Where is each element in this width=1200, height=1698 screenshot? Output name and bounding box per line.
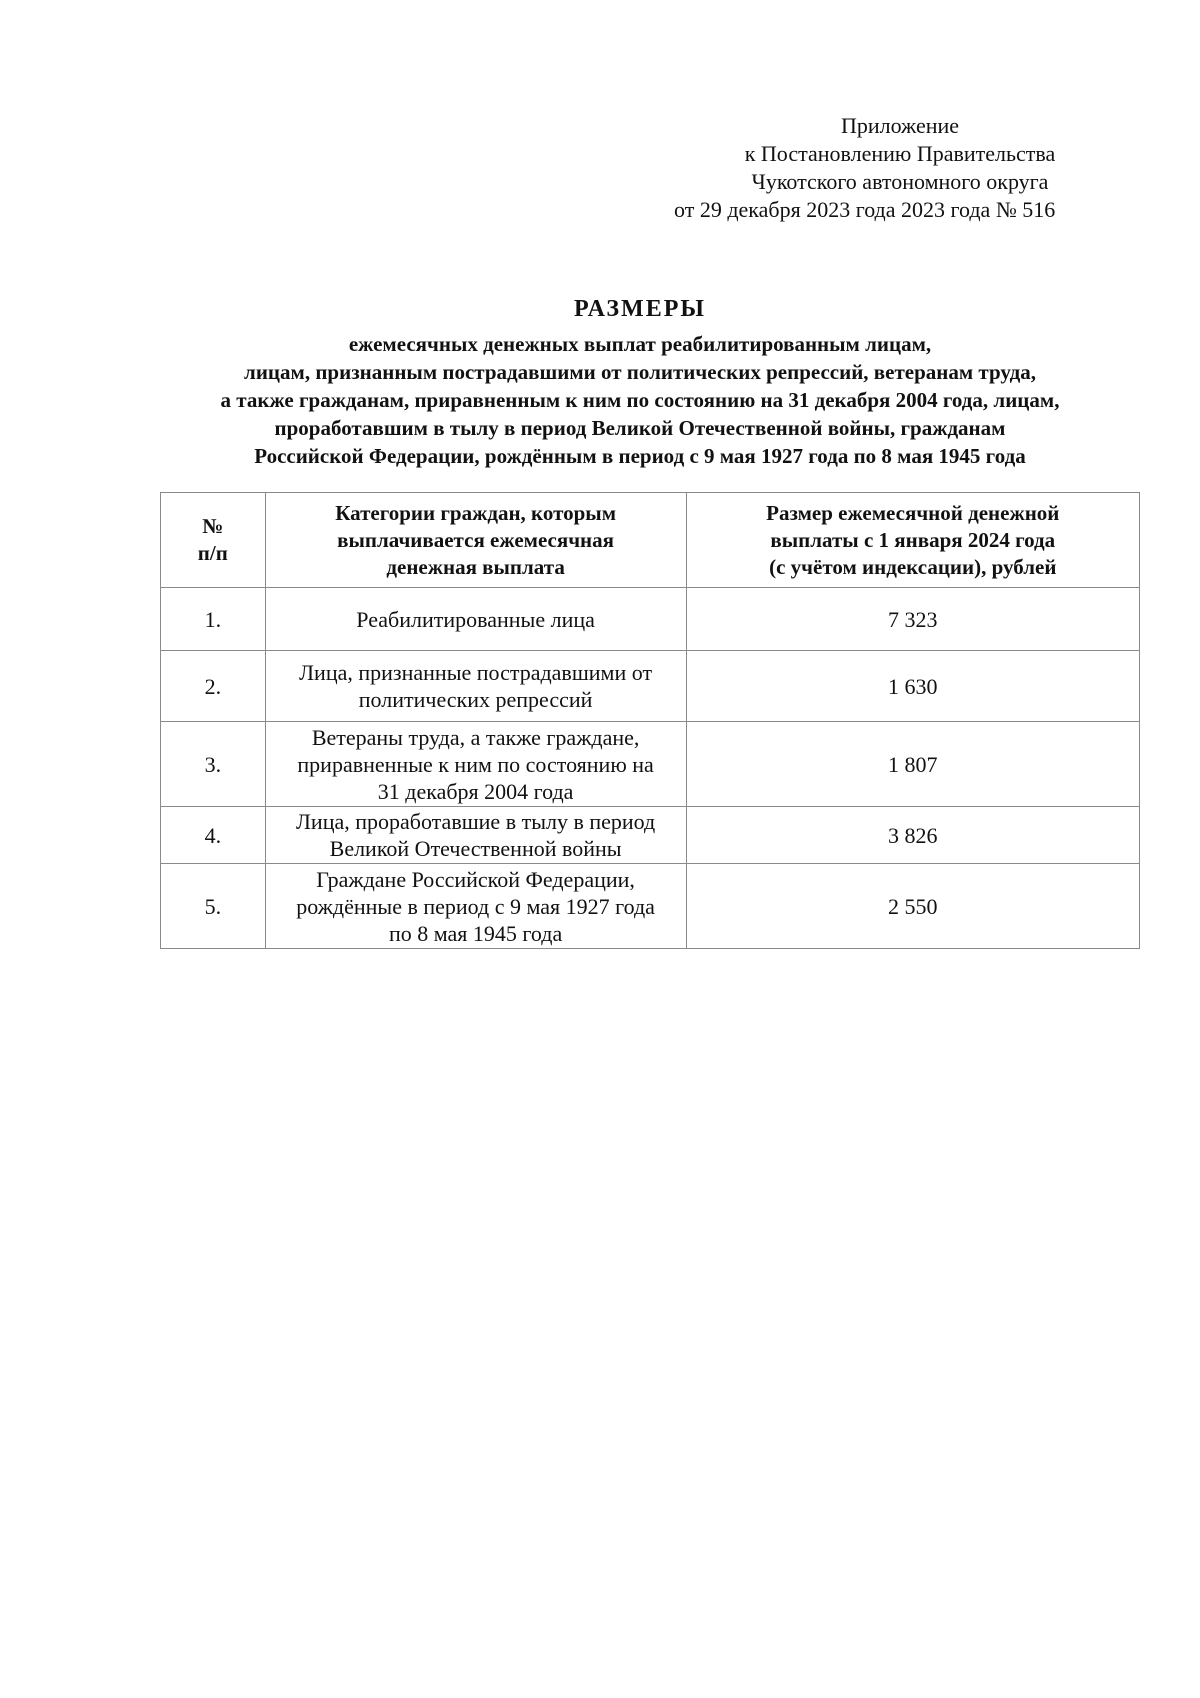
header-amount <box>686 493 1139 588</box>
row-category-line: по 8 мая 1945 года <box>388 920 563 946</box>
header-number-line: п/п <box>197 541 228 565</box>
row-amount: 2 550 <box>686 864 1139 949</box>
row-category <box>265 722 686 807</box>
subtitle-line: а также гражданам, приравненным к ним по состоянию на 31 декабря 2004 года, лицам, <box>220 388 1060 412</box>
subtitle-line: лицам, признанным пострадавшими от политических репрессий, ветеранам труда, <box>244 360 1036 384</box>
header-amount-line: (с учётом индексации), рублей <box>769 554 1057 579</box>
row-number: 1. <box>161 588 266 651</box>
row-amount: 1 630 <box>686 651 1139 722</box>
header-category-line: денежная выплата <box>386 554 565 579</box>
subtitle-line: ежемесячных денежных выплат реабилитированным лицам, <box>348 332 932 356</box>
row-number: 4. <box>161 807 266 864</box>
row-category-line: 31 декабря 2004 года <box>377 778 574 804</box>
table-row <box>161 588 1140 651</box>
header-category-line: Категории граждан, которым <box>335 500 617 525</box>
appendix-header <box>674 112 1120 224</box>
table-row <box>161 722 1140 807</box>
row-category-line: политических репрессий <box>358 687 593 712</box>
row-number: 3. <box>161 722 266 807</box>
row-category-line: Ветераны труда, а также граждане, <box>311 724 640 750</box>
row-category <box>265 864 686 949</box>
row-amount: 1 807 <box>686 722 1139 807</box>
subtitle-line: проработавшим в тылу в период Великой Отечественной войны, гражданам <box>274 416 1006 440</box>
header-amount-line: Размер ежемесячной денежной <box>766 500 1060 525</box>
subtitle-line: Российской Федерации, рождённым в период с 9 мая 1927 года по 8 мая 1945 года <box>254 444 1026 468</box>
row-category-line: Великой Отечественной войны <box>329 836 622 861</box>
row-category <box>265 807 686 864</box>
header-category <box>265 493 686 588</box>
appendix-resolution: к Постановлению Правительства <box>744 141 1056 166</box>
table-row <box>161 864 1140 949</box>
table-header-row <box>161 493 1140 588</box>
row-number: 5. <box>161 864 266 949</box>
row-category <box>265 588 686 651</box>
row-category-line: приравненные к ним по состоянию на <box>297 751 654 777</box>
table-row <box>161 651 1140 722</box>
row-amount: 3 826 <box>686 807 1139 864</box>
header-number <box>161 493 266 588</box>
row-category-line: Реабилитированные лица <box>356 606 595 632</box>
document-subtitle <box>90 330 1190 470</box>
row-category-line: Лица, проработавшие в тылу в период <box>296 809 656 834</box>
row-category-line: Лица, признанные пострадавшими от <box>299 660 653 685</box>
row-number: 2. <box>161 651 266 722</box>
appendix-region: Чукотского автономного округа <box>751 169 1049 194</box>
appendix-date-number: от 29 декабря 2023 года 2023 года № 516 <box>674 197 1056 222</box>
document-title: РАЗМЕРЫ <box>574 296 706 322</box>
row-category <box>265 651 686 722</box>
row-category-line: Граждане Российской Федерации, <box>316 866 635 892</box>
row-category-line: рождённые в период с 9 мая 1927 года <box>296 893 655 919</box>
header-number-line: № <box>202 514 224 538</box>
payments-table <box>160 492 1140 949</box>
header-amount-line: выплаты с 1 января 2024 года <box>770 527 1056 552</box>
header-category-line: выплачивается ежемесячная <box>337 527 615 552</box>
row-amount: 7 323 <box>686 588 1139 651</box>
appendix-label: Приложение <box>840 113 960 138</box>
table-row <box>161 807 1140 864</box>
